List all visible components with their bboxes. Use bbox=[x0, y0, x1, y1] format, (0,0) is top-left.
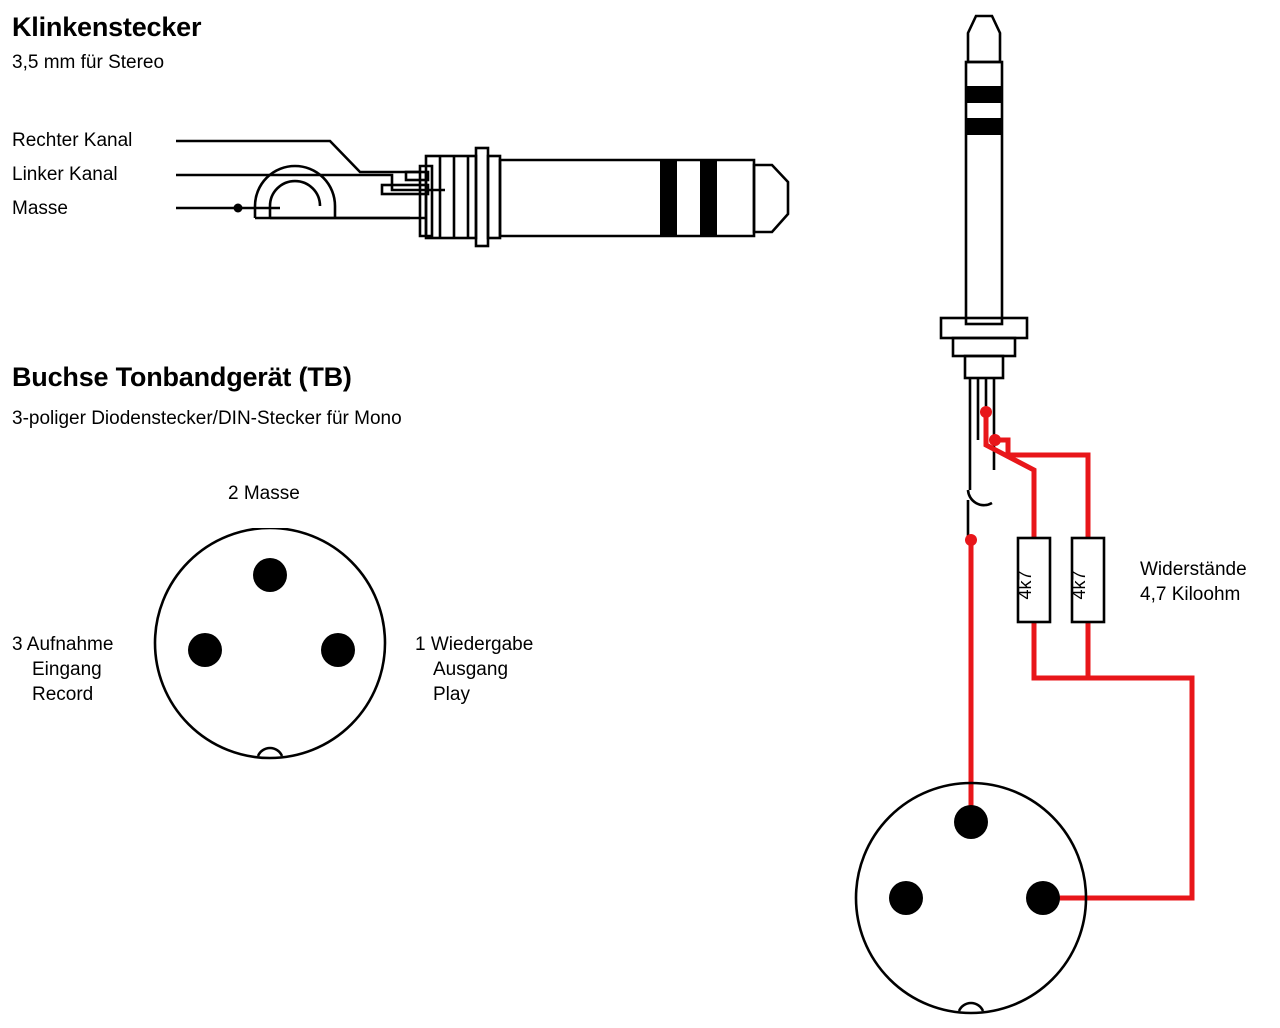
din2-pin-1 bbox=[1026, 881, 1060, 915]
jack-section-title: Klinkenstecker bbox=[12, 12, 202, 42]
wiring-diagram bbox=[840, 0, 1280, 1028]
label-right-channel: Rechter Kanal bbox=[12, 130, 133, 151]
label-left-channel: Linker Kanal bbox=[12, 164, 118, 185]
socket-pin-3-label bbox=[12, 632, 113, 707]
socket-pin-3-line-2: Eingang bbox=[32, 659, 102, 680]
socket-pin-2-label: 2 Masse bbox=[228, 483, 300, 504]
resistor-note-line-2: 4,7 Kiloohm bbox=[1140, 584, 1241, 605]
resistor-note bbox=[1140, 557, 1247, 607]
din2-pin-2 bbox=[954, 805, 988, 839]
socket-pin-3-line-3: Record bbox=[32, 684, 94, 705]
jack-section-subtitle: 3,5 mm für Stereo bbox=[12, 52, 165, 73]
resistor-note-line-1: Widerstände bbox=[1140, 559, 1247, 580]
resistor-1-label: 4k7 bbox=[1015, 570, 1035, 600]
jack-plug-drawing bbox=[160, 0, 840, 300]
resistor-2-label: 4k7 bbox=[1069, 570, 1089, 600]
din-pin-3 bbox=[188, 633, 222, 667]
socket-section-title: Buchse Tonbandgerät (TB) bbox=[12, 362, 352, 392]
socket-pin-3-line-1: 3 Aufnahme bbox=[12, 634, 114, 655]
din-pin-2 bbox=[253, 558, 287, 592]
socket-pin-1-line-3: Play bbox=[433, 684, 470, 705]
din-pin-1 bbox=[321, 633, 355, 667]
din-socket-drawing bbox=[140, 528, 400, 778]
socket-pin-1-label bbox=[415, 632, 533, 707]
socket-pin-1-line-1: 1 Wiedergabe bbox=[415, 634, 534, 655]
din2-pin-3 bbox=[889, 881, 923, 915]
label-ground: Masse bbox=[12, 198, 68, 219]
socket-section-subtitle: 3-poliger Diodenstecker/DIN-Stecker für Mono bbox=[12, 408, 402, 429]
socket-pin-1-line-2: Ausgang bbox=[433, 659, 509, 680]
